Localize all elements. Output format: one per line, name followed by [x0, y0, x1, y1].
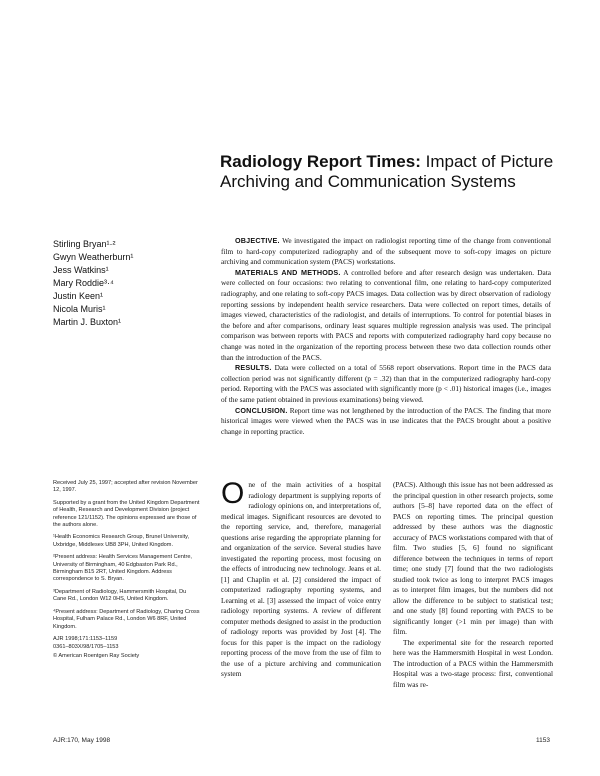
author: Justin Keen¹: [53, 291, 104, 301]
body-paragraph: [221, 477, 381, 680]
body-column-1: [221, 477, 381, 680]
abstract-conclusion: [221, 406, 551, 438]
objective-text: We investigated the impact on radiologist reporting time of the change from conventional film to hard-copy computerized radiography and of the subsequent move to soft-copy images on picture archiving and communication system (PACS) workstations.: [221, 236, 551, 267]
methods-text: A controlled before and after research design was undertaken. Data were collected on four occasions: two relating to conventional film, one relating to hard-copy computerized radiography, and one relating to soft-copy PACS images. Data collection was by direct observation of radiology reporting sessions by independent health service researchers. Data were collected on report times, details of images viewed, characteristics of the radiologist, and details of interruptions. To control for potential biases in the before and after comparisons, ordinary least squares multiple regression analysis was used. The principal comparison was between reports with PACS and reports with computerized radiography hard copy because no change was noted in the organization of the reporting process between these two data collection rounds other than the introduction of the PACS.: [221, 267, 551, 362]
author: Gwyn Weatherburn¹: [53, 252, 134, 262]
author: Martin J. Buxton¹: [53, 317, 122, 327]
note-support: Supported by a grant from the United Kingdom Department of Health, Research and Development Division (project reference 121/1152). The opinions expressed are those of the authors alone.: [53, 499, 200, 529]
author: Mary Roddie³·⁴: [53, 278, 114, 288]
body-column-2: [393, 480, 553, 690]
abstract-methods: [221, 268, 551, 363]
title-bold: Radiology Report Times:: [220, 152, 421, 171]
results-text: Data were collected on a total of 5568 report observations. Report time in the PACS data collection period was not significantly different (p = .32) than that in the computerized radiography hard-copy period. Reporting with the PACS was associated with significantly more (p < .01) historical images (i.e., images of the same patient obtained in previous examinations) being viewed.: [221, 363, 551, 404]
body-text: ne of the main activities of a hospital radiology department is supplying reports of radiology opinions on, and interpretations of, medical images. Significant resources are devoted to the reporting service, and, therefore, managerial questions arise regarding the appropriate planning for and organization of the service. Several studies have investigated the reporting process, most focusing on the effects of introducing new technology. Jeans et al. [1] and Chaplin et al. [2] considered the impact of computerized radiography reporting systems, and Learning et al. [3] assessed the impact of voice entry radiology reporting systems. A review of different computer methods designed to assist in the production of radiology reports was provided by Jost [4]. The focus for this paper is the impact on the radiology reporting process of the move from the use of film to the use of a picture archiving and communication system: [221, 480, 381, 678]
note-affiliation: ³Department of Radiology, Hammersmith Hospital, Du Cane Rd., London W12 0HS, United Kingdom.: [53, 588, 187, 603]
author: Stirling Bryan¹·²: [53, 239, 116, 249]
author: Jess Watkins¹: [53, 265, 109, 275]
note-affiliation: ²Present address: Health Services Management Centre, University of Birmingham, 40 Edgbaston Park Rd., Birmingham B15 2RT, United Kingdom. Address correspondence to S. Bryan.: [53, 554, 192, 583]
note-issn: 0361–803X/98/1705–1153: [53, 644, 119, 651]
results-heading: RESULTS.: [235, 363, 272, 373]
author-list: [53, 238, 203, 329]
title-rest: Impact of Picture Archiving and Communication Systems: [220, 152, 554, 191]
abstract-results: [221, 363, 551, 405]
page-number: 1153: [536, 737, 550, 744]
abstract-objective: [221, 236, 551, 268]
note-received: Received July 25, 1997; accepted after revision November 12, 1997.: [53, 480, 198, 494]
note-affiliation: ⁴Present address: Department of Radiology, Charing Cross Hospital, Fulham Palace Rd., London W6 8RF, United Kingdom.: [53, 608, 200, 630]
methods-heading: MATERIALS AND METHODS.: [235, 267, 341, 277]
note-citation: AJR 1998;171:1153–1159: [53, 635, 118, 642]
article-notes: [53, 480, 201, 665]
footer-journal: AJR:170, May 1998: [53, 737, 111, 744]
author: Nicola Muris¹: [53, 304, 106, 314]
conclusion-heading: CONCLUSION.: [235, 405, 288, 415]
drop-cap: O: [221, 477, 245, 510]
note-affiliation: ¹Health Economics Research Group, Brunel University, Uxbridge, Middlesex UB8 3PH, United Kingdom.: [53, 534, 190, 548]
objective-heading: OBJECTIVE.: [235, 236, 280, 245]
article-title: [220, 152, 560, 192]
note-copyright: © American Roentgen Ray Society: [53, 652, 140, 659]
conclusion-text: Report time was not lengthened by the introduction of the PACS. The finding that more historical images were viewed when the PACS was in use indicates that the PACS brought about a positive change in reporting practice.: [221, 405, 551, 436]
abstract: [221, 236, 551, 437]
body-paragraph: The experimental site for the research reported here was the Hammersmith Hospital in west London. The introduction of a PACS within the Hammersmith Hospital was a two-stage process: first, conventional film was re-: [393, 637, 553, 689]
body-paragraph: (PACS). Although this issue has not been addressed as the principal question in other research projects, some authors [5–8] have reported data on the effect of PACS on reporting times. The principal question addressed by these authors was the diagnostic accuracy of PACS workstations compared with that of film. Two studies [5, 6] found no significant difference between the techniques in terms of report time; one study [7] found that the two radiologists studied took twice as long to interpret PACS images as to interpret film images, but the numbers did not allow the difference to be subject to statistical test; and one study [8] found reporting with PACS to be significantly longer (>1 min per image) than with film.: [393, 480, 553, 636]
